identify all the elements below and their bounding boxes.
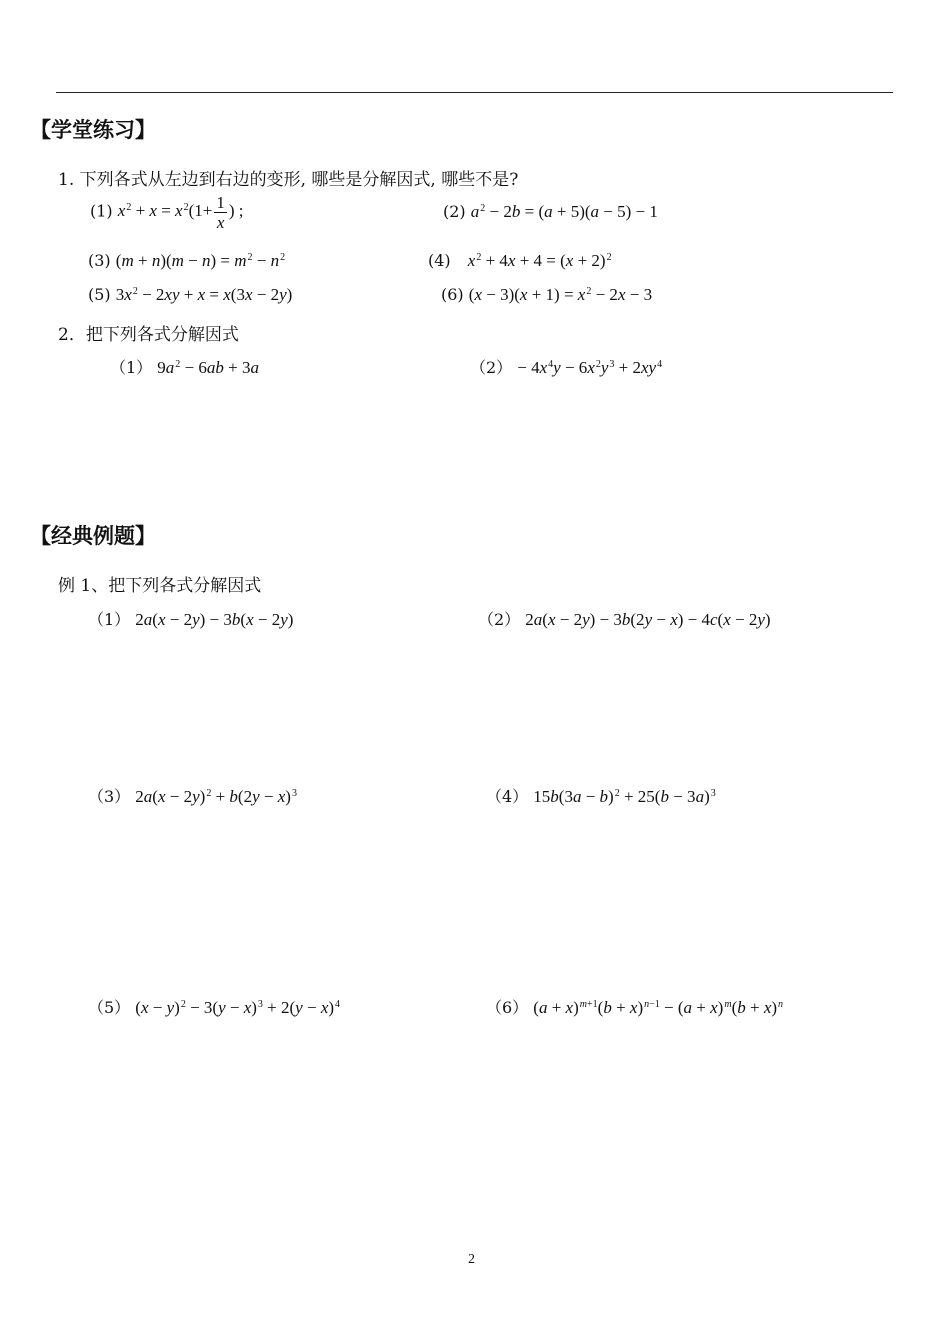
question-2-stem: 2．把下列各式分解因式 — [58, 325, 239, 345]
q1-item-6-label: (6) — [441, 285, 464, 304]
q1-item-6-expression: $(x - 3)(x + 1) = x^2 - 2x - 3$ — [468, 285, 653, 304]
q2-item-2 — [470, 355, 662, 378]
ex1-item-3-label: （3） — [88, 787, 131, 806]
q1-item-4-expression: $x^2 + 4x + 4 = (x + 2)^2$ — [467, 251, 612, 270]
ex1-item-5-expression: $(x - y)^2 - 3(y - x)^3 + 2(y - x)^4$ — [135, 998, 341, 1017]
q1-item-5 — [88, 285, 292, 305]
q1-item-2 — [443, 202, 658, 222]
ex1-item-6-label: （6） — [486, 998, 529, 1017]
ex1-item-1 — [88, 607, 293, 630]
question-1-stem: 1. 下列各式从左边到右边的变形, 哪些是分解因式, 哪些不是? — [58, 170, 519, 190]
ex1-item-1-expression: 2a(x − 2y) − 3b(x − 2y) — [135, 610, 294, 629]
ex1-item-4-expression: $15b(3a - b)^2 + 25(b - 3a)^3$ — [533, 787, 716, 806]
ex1-item-5-label: （5） — [88, 998, 131, 1017]
ex1-item-6 — [486, 995, 783, 1018]
ex1-item-1-label: （1） — [88, 610, 131, 629]
ex1-item-2-expression: 2a(x − 2y) − 3b(2y − x) − 4c(x − 2y) — [525, 610, 771, 629]
q1-item-4-label: (4) — [428, 251, 451, 270]
section-heading-practice: 【学堂练习】 — [30, 118, 156, 142]
q1-item-3-expression: $(m + n)(m - n) = m^2 - n^2$ — [115, 251, 286, 270]
q1-item-5-label: (5) — [88, 285, 111, 304]
q1-item-1 — [90, 193, 243, 232]
ex1-item-2-label: （2） — [478, 610, 521, 629]
q2-item-1-label: （1） — [110, 358, 153, 377]
q1-item-2-expression: $a^2 - 2b = (a + 5)(a - 5) - 1$ — [470, 202, 658, 221]
ex1-item-2 — [478, 607, 771, 630]
section-heading-examples: 【经典例题】 — [30, 524, 156, 548]
ex1-item-4 — [486, 784, 716, 807]
page-number: 2 — [468, 1252, 475, 1267]
q2-item-2-label: （2） — [470, 358, 513, 377]
ex1-item-3-expression: $2a(x - 2y)^2 + b(2y - x)^3$ — [135, 787, 297, 806]
q2-item-2-expression: − $4x^4y - 6x^2y^3 + 2xy^4$ — [517, 358, 663, 377]
q1-item-1-label: (1) — [90, 201, 113, 221]
q1-item-4 — [428, 251, 612, 271]
q1-item-3-label: (3) — [88, 251, 111, 270]
example-1-stem: 例 1、把下列各式分解因式 — [58, 576, 262, 596]
q2-item-1-expression: $9a^2 - 6ab + 3a$ — [157, 358, 259, 377]
ex1-item-5 — [88, 995, 340, 1018]
q1-item-3 — [88, 251, 285, 271]
ex1-item-6-expression: $(a + x)^{m+1}(b + x)^{n-1} - (a + x)^m(b + x)^n$ — [533, 998, 784, 1017]
q1-item-6 — [441, 285, 652, 305]
q1-item-2-label: (2) — [443, 202, 466, 221]
q2-item-1 — [110, 355, 259, 378]
top-rule — [56, 92, 893, 93]
q1-item-1-expression: $x^2 + x = x^2(1+$ $\frac{1}{x}$ ) ; — [117, 193, 244, 232]
ex1-item-3 — [88, 784, 297, 807]
ex1-item-4-label: （4） — [486, 787, 529, 806]
q1-item-5-expression: $3x^2 - 2xy + x = x(3x - 2y)$ — [115, 285, 293, 304]
